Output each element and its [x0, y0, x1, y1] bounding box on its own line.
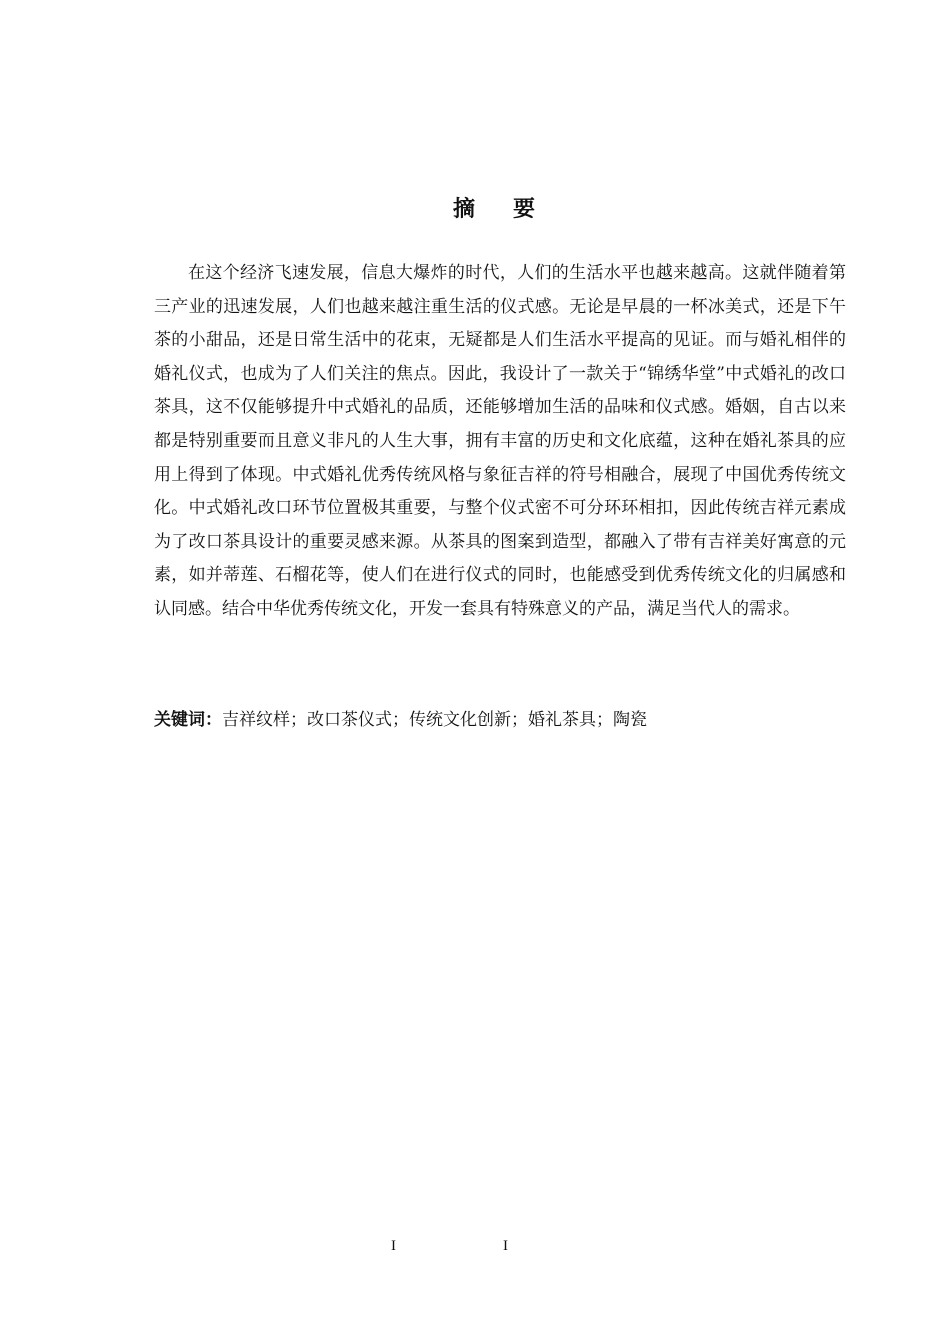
page-number-right: I	[503, 1238, 508, 1254]
page-title: 摘要	[452, 197, 573, 222]
keywords-line	[154, 705, 846, 735]
page-number-left: I	[391, 1238, 396, 1254]
keywords-text: 吉祥纹样；改口茶仪式；传统文化创新；婚礼茶具；陶瓷	[222, 710, 647, 730]
abstract-body: 在这个经济飞速发展，信息大爆炸的时代，人们的生活水平也越来越高。这就伴随着第三产业的迅速发展，人们也越来越注重生活的仪式感。无论是早晨的一杯冰美式，还是下午茶的小甜品，还是日常生活中的花束，无疑都是人们生活水平提高的见证。而与婚礼相伴的婚礼仪式，也成为了人们关注的焦点。因此，我设计了一款关于“锦绣华堂”中式婚礼的改口茶具，这不仅能够提升中式婚礼的品质，还能够增加生活的品味和仪式感。婚姻，自古以来都是特别重要而且意义非凡的人生大事，拥有丰富的历史和文化底蕴，这种在婚礼茶具的应用上得到了体现。中式婚礼优秀传统风格与象征吉祥的符号相融合，展现了中国优秀传统文化。中式婚礼改口环节位置极其重要，与整个仪式密不可分环环相扣，因此传统吉祥元素成为了改口茶具设计的重要灵感来源。从茶具的图案到造型，都融入了带有吉祥美好寓意的元素，如并蒂莲、石榴花等，使人们在进行仪式的同时，也能感受到优秀传统文化的归属感和认同感。结合中华优秀传统文化，开发一套具有特殊意义的产品，满足当代人的需求。	[154, 263, 846, 619]
keywords-label: 关键词：	[154, 710, 222, 730]
